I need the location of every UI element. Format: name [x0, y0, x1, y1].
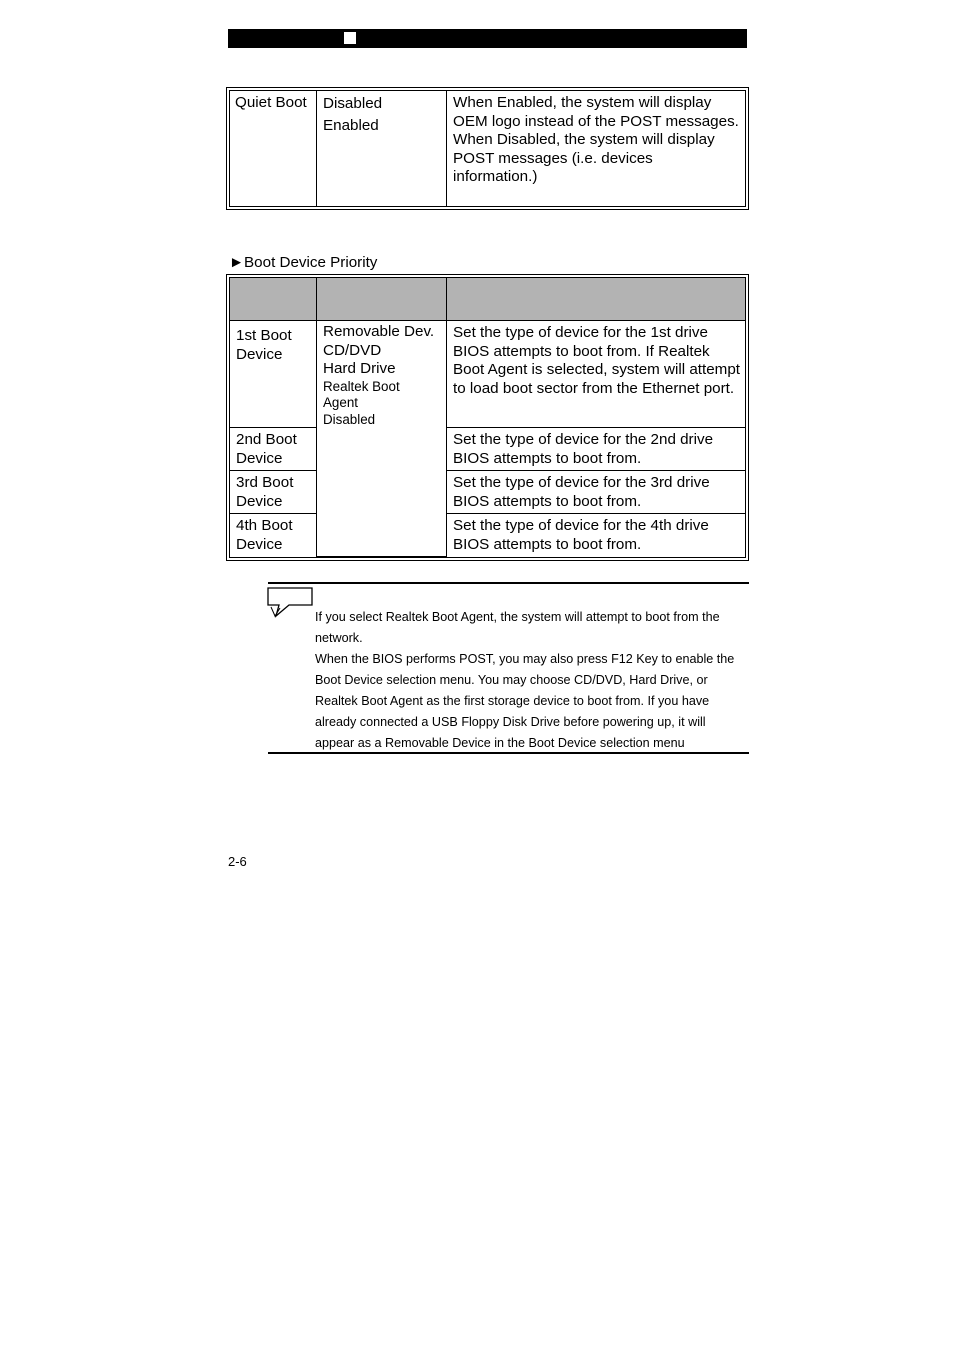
arrow-right-icon: ►: [229, 254, 245, 271]
header-bar: [228, 29, 747, 48]
boot-device-description: Set the type of device for the 2nd drive BIOS attempts to boot from.: [447, 428, 745, 471]
option-disabled: Disabled: [323, 411, 376, 427]
quiet-boot-setting: Quiet Boot: [230, 91, 317, 206]
section-heading: [229, 254, 377, 272]
option-hard-drive: Hard Drive: [323, 360, 396, 378]
header-cell: [317, 278, 447, 321]
option-cd-dvd: CD/DVD: [323, 341, 382, 359]
header-marker: [344, 32, 356, 44]
table-row: [230, 471, 745, 514]
table-row: [230, 321, 745, 428]
quiet-boot-options: [317, 91, 447, 206]
table-row: [230, 428, 745, 471]
quiet-boot-table: [226, 87, 749, 210]
boot-device-table: [226, 274, 749, 561]
boot-device-description: Set the type of device for the 1st drive BIOS attempts to boot from. If Realtek Boot Agent is selected, system will attempt to load boot sector from the Ethernet port.: [447, 321, 745, 428]
description-disabled: When Disabled, the system will display POST messages (i.e. devices information.): [453, 131, 715, 186]
table-row: [230, 514, 745, 556]
boot-device-description: Set the type of device for the 3rd drive BIOS attempts to boot from.: [447, 471, 745, 514]
note-bottom-rule: [268, 752, 749, 754]
description-enabled: When Enabled, the system will display OEM logo instead of the POST messages.: [453, 94, 739, 130]
boot-device-options: [317, 321, 447, 557]
quiet-boot-description: [447, 91, 745, 206]
option-disabled: Disabled: [323, 95, 383, 112]
boot-device-setting: 3rd Boot Device: [230, 471, 317, 514]
option-realtek-boot-agent: Realtek Boot Agent: [323, 378, 400, 411]
note-text: [270, 607, 748, 754]
header-cell: [447, 278, 745, 321]
note-paragraph-2: When the BIOS performs POST, you may also press F12 Key to enable the Boot Device selection menu. You may choose CD/DVD, Hard Drive, or Realtek Boot Agent as the first storage device to boot from. If you have already connected a USB Floppy Disk Drive before powering up, it will appear as a Removable Device in the Boot Device selection menu: [315, 652, 735, 750]
option-enabled: Enabled: [323, 117, 379, 134]
header-cell: [230, 278, 317, 321]
boot-device-description: Set the type of device for the 4th drive BIOS attempts to boot from.: [453, 517, 709, 553]
note-paragraph-1: If you select Realtek Boot Agent, the system will attempt to boot from the network.: [315, 610, 720, 645]
section-title: Boot Device Priority: [244, 254, 378, 271]
boot-device-setting: 4th Boot Device: [230, 514, 317, 556]
boot-device-setting: 2nd Boot Device: [230, 428, 317, 471]
boot-device-setting: 1st Boot Device: [230, 321, 317, 428]
note-top-rule: [268, 582, 749, 584]
option-removable: Removable Dev.: [323, 323, 435, 340]
table-header-row: [230, 278, 745, 321]
page-number: 2-6: [228, 854, 247, 869]
